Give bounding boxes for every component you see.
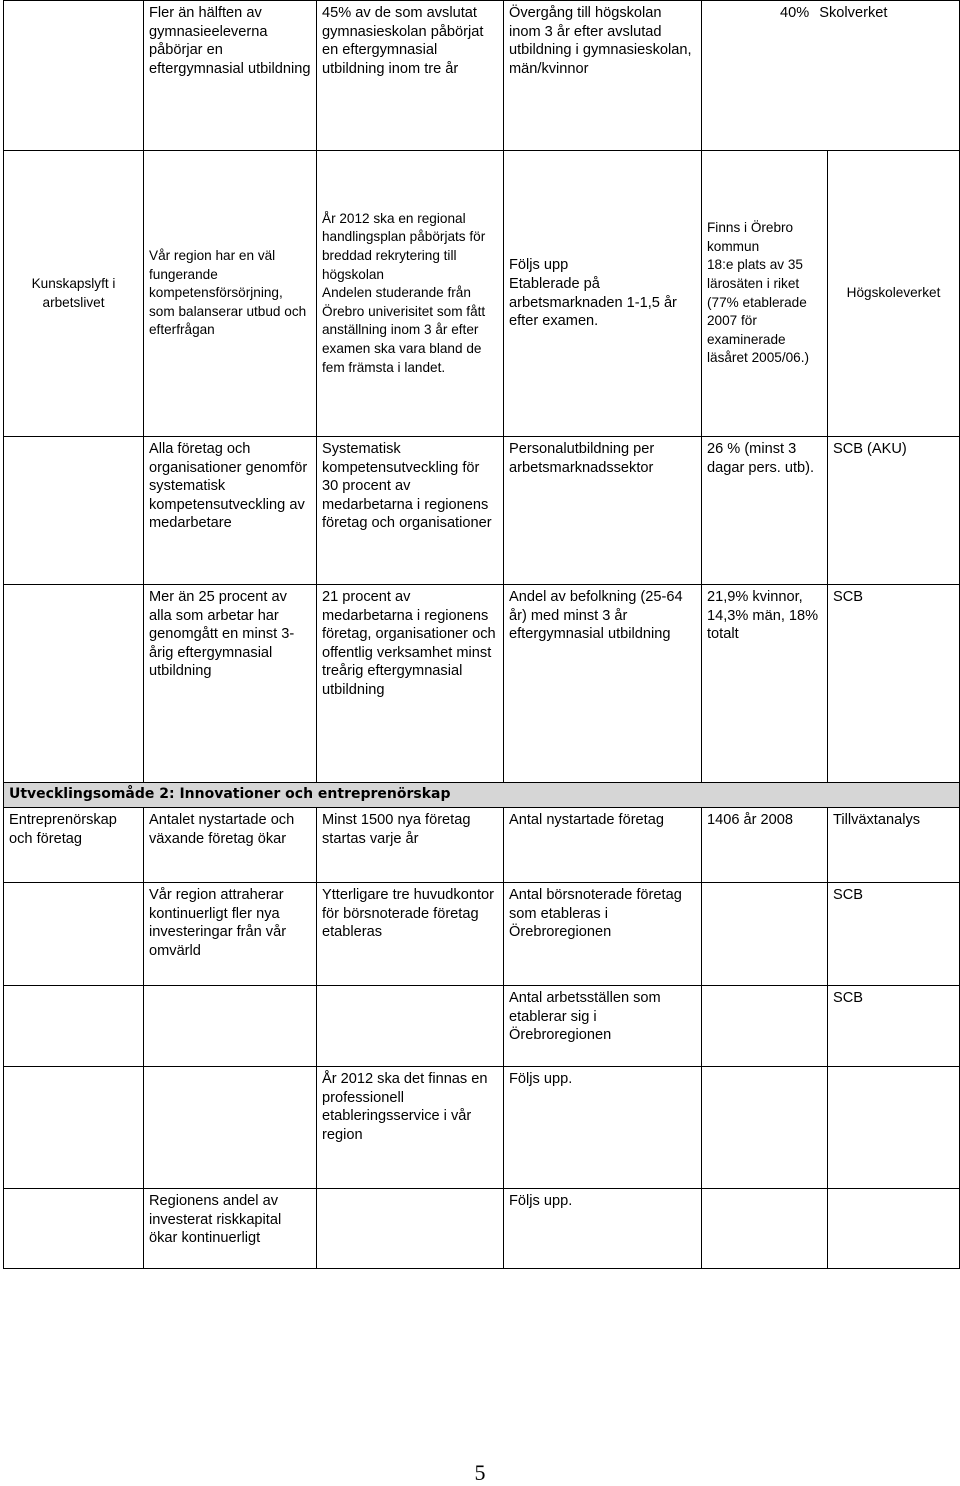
table-row <box>4 986 960 1067</box>
table-cell: Vår region har en väl fungerande kompetensförsörjning, som balanserar utbud och efterfrågan <box>144 151 317 437</box>
table-cell: 21,9% kvinnor, 14,3% män, 18% totalt <box>702 585 828 783</box>
table-cell <box>828 1189 960 1269</box>
table-row <box>4 1067 960 1189</box>
table-cell: Tillväxtanalys <box>828 808 960 883</box>
value-text: Finns i Örebro kommun <box>707 220 794 254</box>
table-cell <box>4 883 144 986</box>
table-cell: Antal börsnoterade företag som etableras i Örebroregionen <box>504 883 702 986</box>
table-cell <box>4 1189 144 1269</box>
goal-text: År 2012 ska en regional handlingsplan påbörjats för breddad rekrytering till högskolan <box>322 210 486 282</box>
table-cell: Minst 1500 nya företag startas varje år <box>317 808 504 883</box>
table-cell: SCB <box>828 585 960 783</box>
table-cell: Andel av befolkning (25-64 år) med minst 3 år eftergymnasial utbildning <box>504 585 702 783</box>
table-cell <box>317 1189 504 1269</box>
table-row <box>4 437 960 585</box>
table-cell: Entreprenörskap och företag <box>4 808 144 883</box>
table-cell <box>504 151 702 437</box>
table-cell: 1406 år 2008 <box>702 808 828 883</box>
table-cell: Mer än 25 procent av alla som arbetar har genomgått en minst 3-årig eftergymnasial utbildning <box>144 585 317 783</box>
table-cell <box>4 1067 144 1189</box>
table-cell: Antalet nystartade och växande företag ökar <box>144 808 317 883</box>
table-cell: Vår region attraherar kontinuerligt fler nya investeringar från vår omvärld <box>144 883 317 986</box>
table-cell <box>828 1067 960 1189</box>
table-cell: Regionens andel av investerat riskkapital ökar kontinuerligt <box>144 1189 317 1269</box>
table-cell: Fler än hälften av gymnasieeleverna påbörjar en eftergymnasial utbildning <box>144 1 317 151</box>
table-cell: 21 procent av medarbetarna i regionens företag, organisationer och offentlig verksamhet minst treårig eftergymnasial utbildning <box>317 585 504 783</box>
table-cell: Alla företag och organisationer genomför systematisk kompetensutveckling av medarbetare <box>144 437 317 585</box>
indicator-text: Etablerade på arbetsmarknaden 1-1,5 år efter examen. <box>509 275 677 330</box>
table-cell: Systematisk kompetensutveckling för 30 procent av medarbetarna i regionens företag och organisationer <box>317 437 504 585</box>
table-cell <box>702 1067 828 1189</box>
table-cell: Personalutbildning per arbetsmarknadssektor <box>504 437 702 585</box>
table-cell: 26 % (minst 3 dagar pers. utb). <box>702 437 828 585</box>
source-text: Skolverket <box>819 5 888 21</box>
table-cell: Följs upp. <box>504 1189 702 1269</box>
table-row <box>4 883 960 986</box>
table-cell <box>702 883 828 986</box>
table-cell: Övergång till högskolan inom 3 år efter avslutad utbildning i gymnasieskolan, män/kvinnor <box>504 1 702 151</box>
value-text: 40% <box>780 5 810 21</box>
table-cell <box>702 1189 828 1269</box>
table-cell: Antal nystartade företag <box>504 808 702 883</box>
table-cell: SCB <box>828 986 960 1067</box>
table-cell: 45% av de som avslutat gymnasieskolan påbörjat en eftergymnasial utbildning inom tre år <box>317 1 504 151</box>
table-cell: SCB <box>828 883 960 986</box>
table-row <box>4 808 960 883</box>
table-cell: Kunskapslyft i arbetslivet <box>4 151 144 437</box>
table-row <box>4 783 960 808</box>
table-row <box>4 1 960 151</box>
table-cell <box>317 151 504 437</box>
table-row <box>4 585 960 783</box>
goals-table <box>3 0 960 1269</box>
table-cell: SCB (AKU) <box>828 437 960 585</box>
table-cell <box>144 1067 317 1189</box>
goal-text: Andelen studerande från Örebro univerisitet som fått anställning inom 3 år efter examen ska vara bland de fem främsta i landet. <box>322 285 486 375</box>
table-cell <box>702 1 960 151</box>
table-cell: År 2012 ska det finnas en professionell etableringsservice i vår region <box>317 1067 504 1189</box>
table-cell <box>4 986 144 1067</box>
table-cell: Följs upp. <box>504 1067 702 1189</box>
table-cell <box>4 437 144 585</box>
table-row <box>4 151 960 437</box>
table-cell <box>144 986 317 1067</box>
page-number: 5 <box>474 1460 486 1485</box>
table-cell: Antal arbetsställen som etablerar sig i Örebroregionen <box>504 986 702 1067</box>
table-cell <box>317 986 504 1067</box>
table-cell <box>4 585 144 783</box>
value-text: 18:e plats av 35 lärosäten i riket (77% etablerade 2007 för examinerade läsåret 2005/06.) <box>707 257 810 366</box>
table-cell <box>4 1 144 151</box>
table-cell: Ytterligare tre huvudkontor för börsnoterade företag etableras <box>317 883 504 986</box>
table-row <box>4 1189 960 1269</box>
indicator-text: Följs upp <box>509 257 569 274</box>
section-heading: Utvecklingsomåde 2: Innovationer och entreprenörskap <box>4 783 960 808</box>
table-cell <box>702 151 828 437</box>
table-cell: Högskoleverket <box>828 151 960 437</box>
table-cell <box>702 986 828 1067</box>
